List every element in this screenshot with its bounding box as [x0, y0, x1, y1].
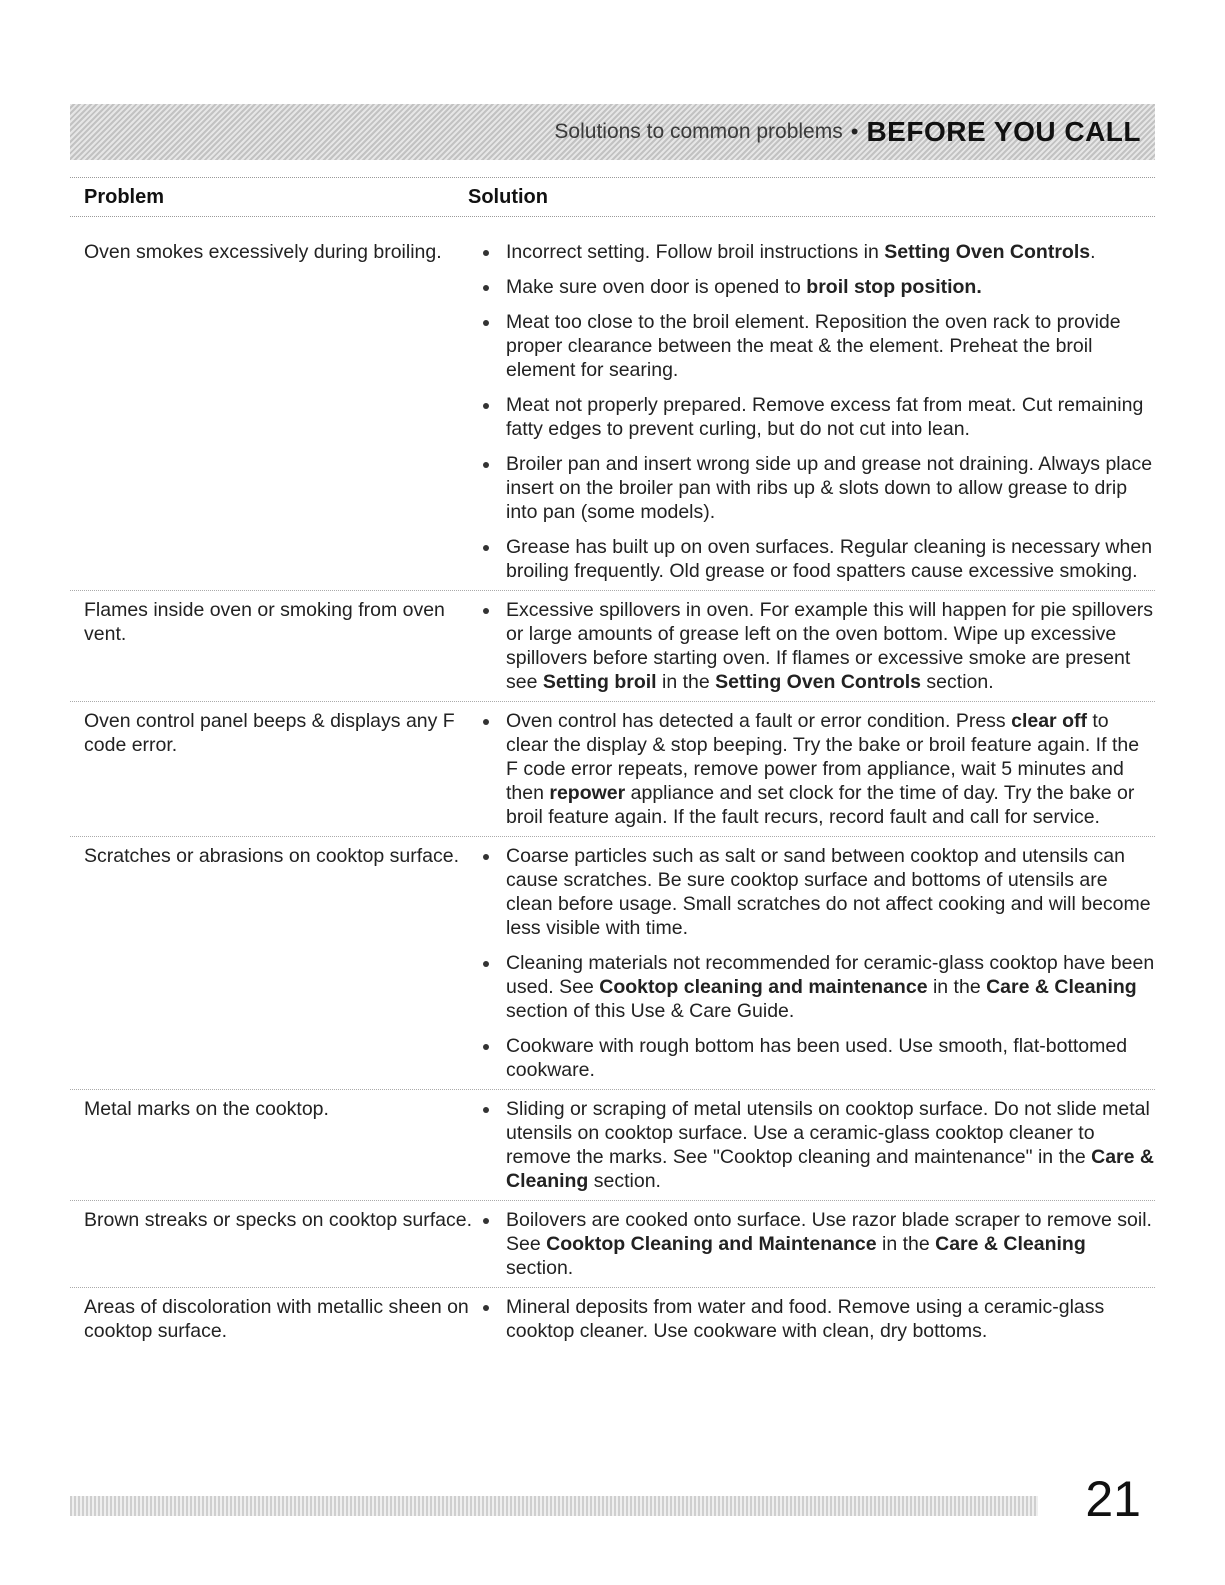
problem-cell: Scratches or abrasions on cooktop surface. — [84, 845, 460, 867]
solution-cell — [477, 709, 1155, 829]
header-banner — [70, 104, 1155, 160]
solution-bullet: Boilovers are cooked onto surface. Use razor blade scraper to remove soil. See Cooktop Cleaning and Maintenance in the Care & Cleaning section. — [477, 1208, 1155, 1280]
header-title: BEFORE YOU CALL — [866, 116, 1141, 147]
solution-bullet: Incorrect setting. Follow broil instructions in Setting Oven Controls. — [477, 240, 1155, 264]
solution-bullet: Oven control has detected a fault or error condition. Press clear off to clear the display & stop beeping. Try the bake or broil feature again. If the F code error repeats, remove power from appliance, wait 5 minutes and then repower appliance and set clock for the time of day. Try the bake or broil feature again. If the fault recurs, record fault and call for service. — [477, 709, 1155, 829]
table-top-rule — [70, 177, 1155, 178]
header-subtitle: Solutions to common problems — [554, 120, 843, 143]
solution-column-header: Solution — [468, 186, 548, 208]
solution-bullet: Mineral deposits from water and food. Remove using a ceramic-glass cooktop cleaner. Use cookware with clean, dry bottoms. — [477, 1295, 1155, 1343]
problem-cell: Areas of discoloration with metallic sheen on cooktop surface. — [84, 1296, 469, 1342]
troubleshooting-table — [70, 233, 1155, 1350]
problem-cell: Metal marks on the cooktop. — [84, 1098, 329, 1120]
solution-bullet: Excessive spillovers in oven. For example this will happen for pie spillovers or large amounts of grease left on the oven bottom. Wipe up excessive spillovers before starting oven. If flames or excessive smoke are present see Setting broil in the Setting Oven Controls section. — [477, 598, 1155, 694]
problem-cell: Oven control panel beeps & displays any F code error. — [84, 710, 455, 756]
solution-bullet: Broiler pan and insert wrong side up and grease not draining. Always place insert on the broiler pan with ribs up & slots down to allow grease to drip into pan (some models). — [477, 452, 1155, 524]
solution-cell — [477, 598, 1155, 694]
table-row — [70, 591, 1155, 702]
solution-bullet: Cookware with rough bottom has been used. Use smooth, flat-bottomed cookware. — [477, 1034, 1155, 1082]
problem-cell: Oven smokes excessively during broiling. — [84, 241, 442, 263]
table-row — [70, 837, 1155, 1090]
problem-column-header: Problem — [84, 186, 165, 208]
table-row — [70, 1288, 1155, 1350]
problem-cell: Flames inside oven or smoking from oven vent. — [84, 599, 445, 645]
table-row — [70, 1201, 1155, 1288]
solution-bullet: Meat too close to the broil element. Reposition the oven rack to provide proper clearance between the meat & the element. Preheat the broil element for searing. — [477, 310, 1155, 382]
problem-cell: Brown streaks or specks on cooktop surface. — [84, 1209, 473, 1231]
table-header-rule — [70, 216, 1155, 217]
solution-cell — [477, 1208, 1155, 1280]
table-row — [70, 233, 1155, 591]
solution-bullet: Meat not properly prepared. Remove excess fat from meat. Cut remaining fatty edges to prevent curling, but do not cut into lean. — [477, 393, 1155, 441]
solution-bullet: Grease has built up on oven surfaces. Regular cleaning is necessary when broiling frequently. Old grease or food spatters cause excessive smoking. — [477, 535, 1155, 583]
solution-cell — [477, 240, 1155, 583]
table-row — [70, 1090, 1155, 1201]
solution-bullet: Make sure oven door is opened to broil stop position. — [477, 275, 1155, 299]
footer-bar — [70, 1496, 1038, 1516]
solution-bullet: Cleaning materials not recommended for ceramic-glass cooktop have been used. See Cooktop cleaning and maintenance in the Care & Cleaning section of this Use & Care Guide. — [477, 951, 1155, 1023]
solution-bullet: Sliding or scraping of metal utensils on cooktop surface. Do not slide metal utensils on cooktop surface. Use a ceramic-glass cooktop cleaner to remove the marks. See "Cooktop cleaning and maintenance" in the Care & Cleaning section. — [477, 1097, 1155, 1193]
solution-cell — [477, 1097, 1155, 1193]
table-row — [70, 702, 1155, 837]
solution-cell — [477, 844, 1155, 1082]
solution-cell — [477, 1295, 1155, 1343]
header-separator: • — [850, 119, 859, 144]
solution-bullet: Coarse particles such as salt or sand between cooktop and utensils can cause scratches. Be sure cooktop surface and bottoms of utensils are clean before usage. Small scratches do not affect cooking and will become less visible with time. — [477, 844, 1155, 940]
page-number: 21 — [1085, 1471, 1141, 1527]
